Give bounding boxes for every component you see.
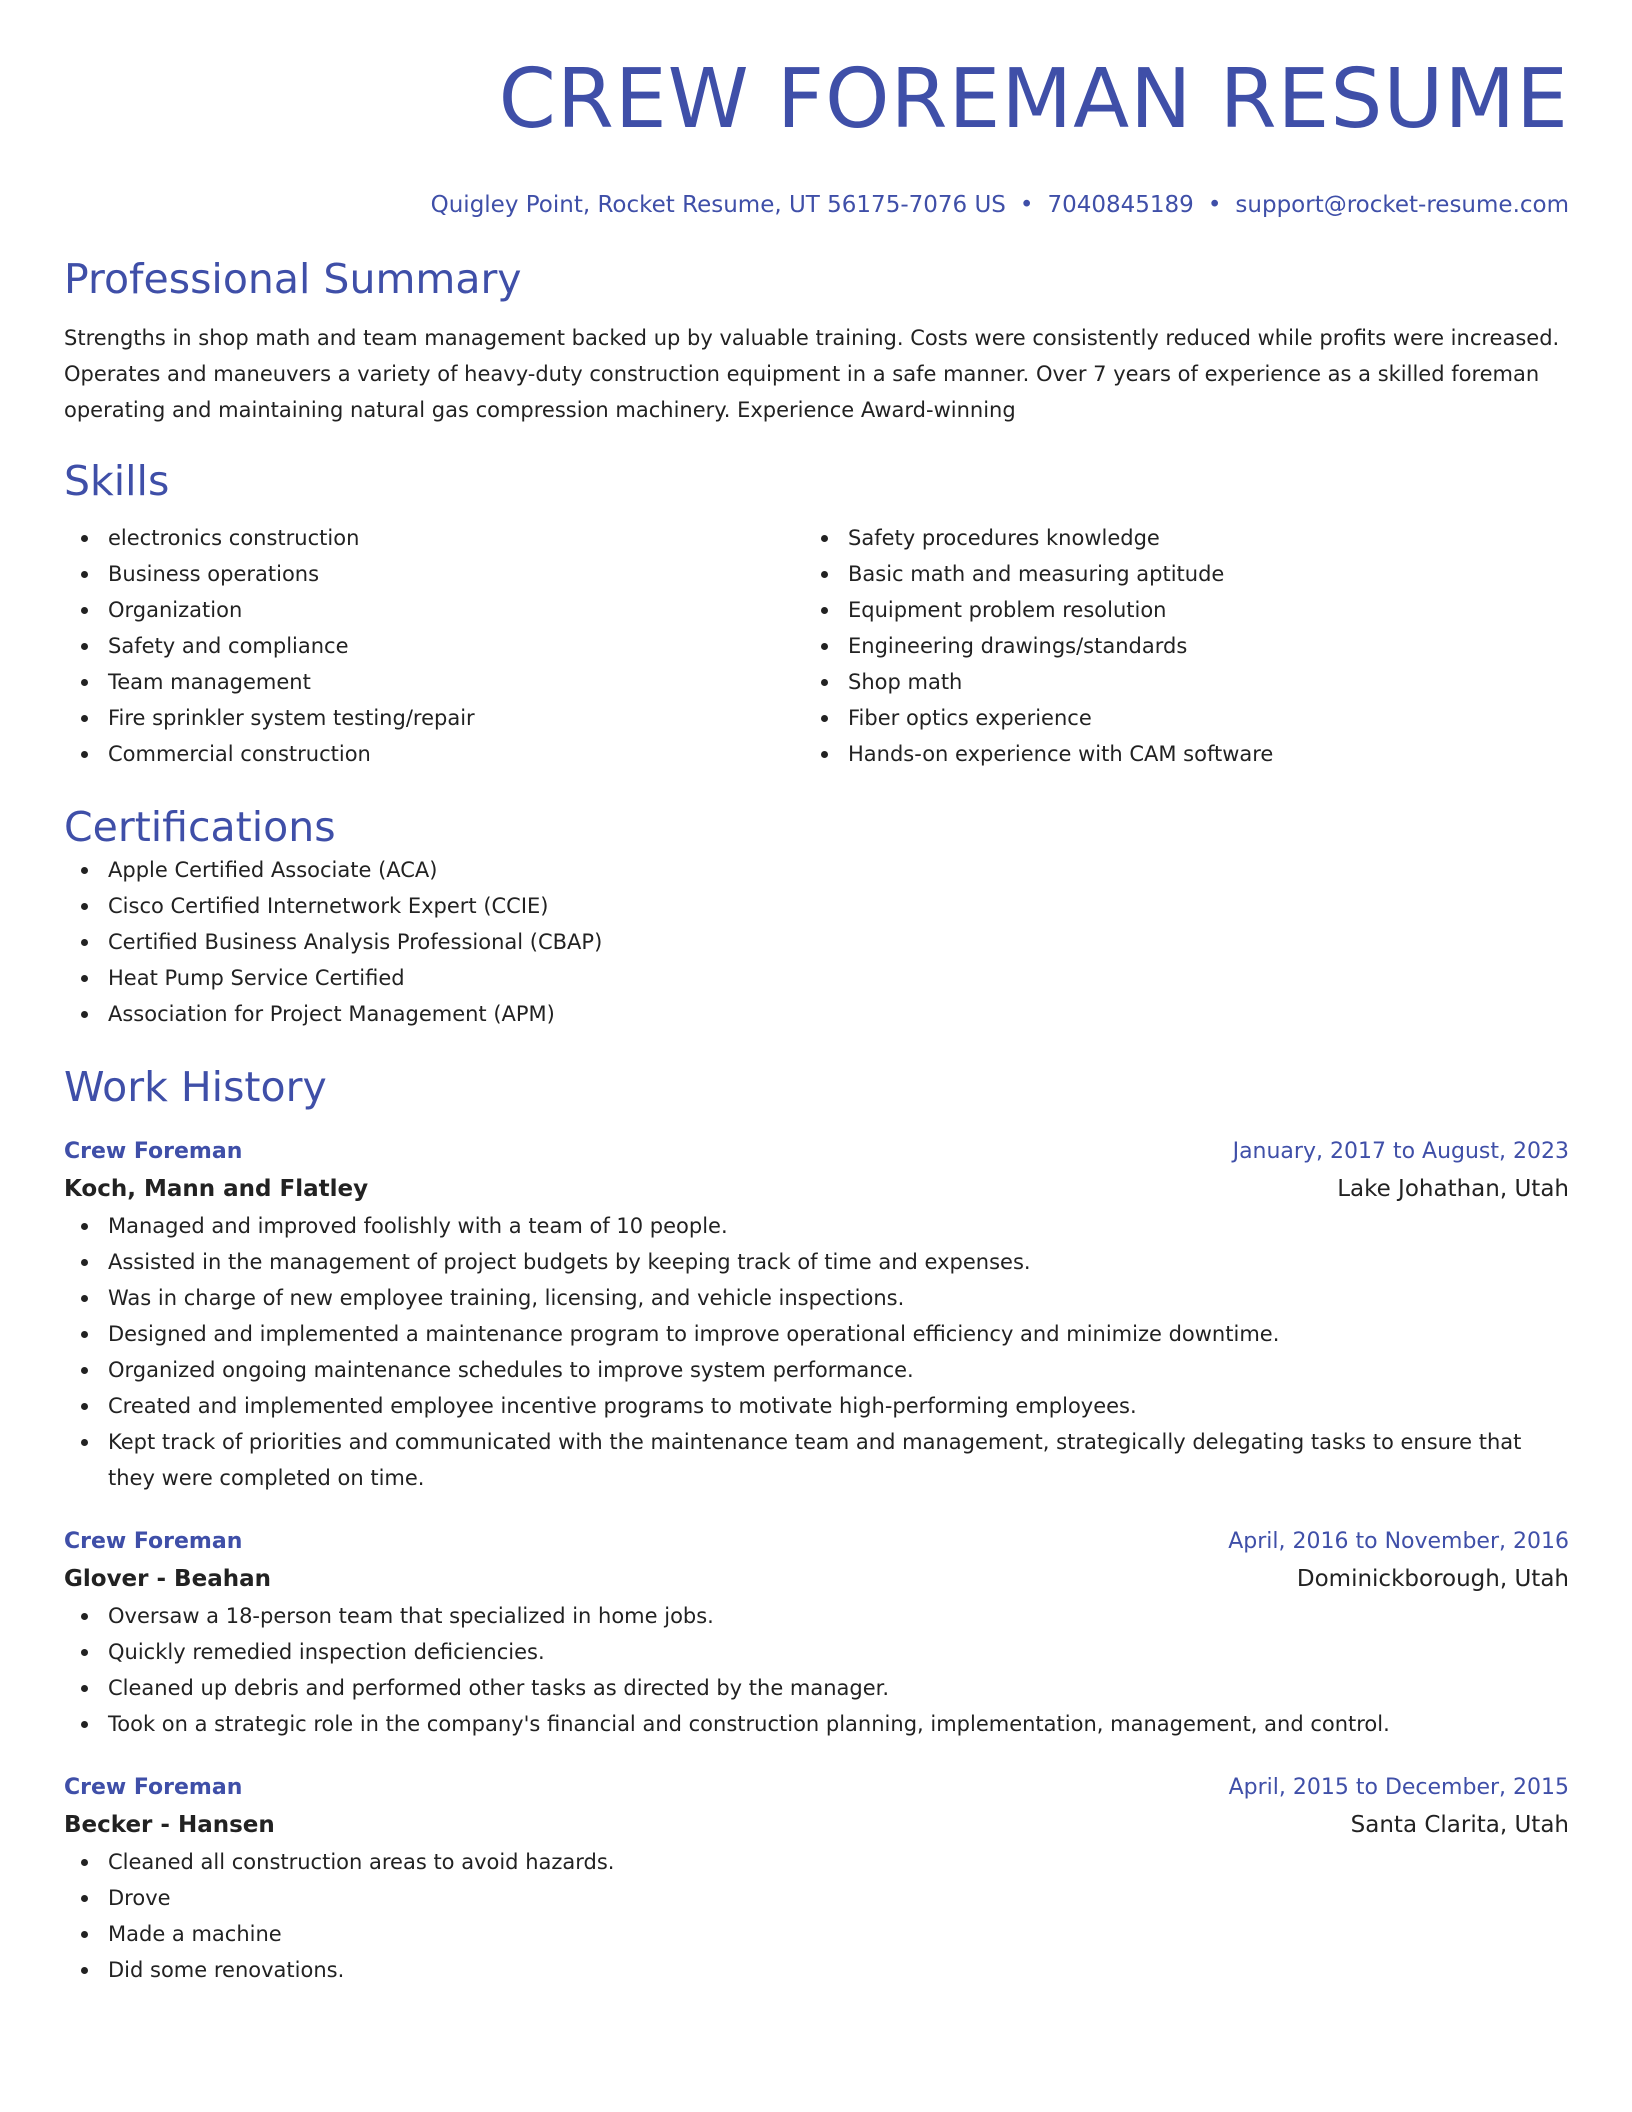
job-bullet: Organized ongoing maintenance schedules to improve system performance.: [64, 1352, 1569, 1388]
job-entry: [64, 1524, 1569, 1742]
skill-item: Shop math: [804, 664, 1544, 700]
contact-line: [64, 190, 1569, 220]
skills-heading: Skills: [64, 457, 170, 505]
certifications-heading: Certifications: [64, 803, 336, 851]
skills-list-left: [64, 520, 804, 772]
skills-column-right: [804, 520, 1544, 772]
job-dates: April, 2015 to December, 2015: [1228, 1775, 1569, 1800]
job-header-row: [64, 1770, 1569, 1806]
job-location: Dominickborough, Utah: [1296, 1566, 1569, 1592]
skill-item: Safety and compliance: [64, 628, 804, 664]
contact-phone: 7040845189: [1047, 192, 1194, 218]
job-title: Crew Foreman: [64, 1775, 243, 1800]
contact-separator: •: [1019, 192, 1034, 218]
job-bullet: Assisted in the management of project budgets by keeping track of time and expenses.: [64, 1244, 1569, 1280]
job-bullet: Took on a strategic role in the company's financial and construction planning, implementation, management, and control.: [64, 1706, 1569, 1742]
job-company: Becker - Hansen: [64, 1812, 275, 1838]
skill-item: Safety procedures knowledge: [804, 520, 1544, 556]
job-bullet: Drove: [64, 1880, 1569, 1916]
job-company: Koch, Mann and Flatley: [64, 1176, 369, 1202]
summary-heading: Professional Summary: [64, 255, 522, 303]
skill-item: Hands-on experience with CAM software: [804, 736, 1544, 772]
job-entry: [64, 1134, 1569, 1496]
contact-email: support@rocket-resume.com: [1235, 192, 1569, 218]
skill-item: electronics construction: [64, 520, 804, 556]
job-bullet-list: [64, 1208, 1569, 1496]
skill-item: Equipment problem resolution: [804, 592, 1544, 628]
job-bullet: Created and implemented employee incentive programs to motivate high-performing employees.: [64, 1388, 1569, 1424]
certification-item: Certified Business Analysis Professional (CBAP): [64, 924, 1569, 960]
job-bullet: Made a machine: [64, 1916, 1569, 1952]
job-company-row: [64, 1560, 1569, 1598]
contact-separator: •: [1207, 192, 1222, 218]
resume-name: CREW FOREMAN RESUME: [498, 52, 1569, 147]
job-bullet: Cleaned up debris and performed other tasks as directed by the manager.: [64, 1670, 1569, 1706]
certifications-list: [64, 852, 1569, 1032]
job-entry: [64, 1770, 1569, 1988]
job-bullet: Designed and implemented a maintenance program to improve operational efficiency and minimize downtime.: [64, 1316, 1569, 1352]
job-location: Lake Johathan, Utah: [1337, 1176, 1569, 1202]
summary-text: Strengths in shop math and team management backed up by valuable training. Costs were consistently reduced while profits were increased. Operates and maneuvers a variety of heavy-duty construction equipment in a safe manner. Over 7 years of experience as a skilled foreman operating and maintaining natural gas compression machinery. Experience Award-winning: [64, 326, 1560, 422]
job-bullet: Kept track of priorities and communicated with the maintenance team and management, strategically delegating tasks to ensure that they were completed on time.: [64, 1424, 1569, 1496]
job-company-row: [64, 1170, 1569, 1208]
skills-column-left: [64, 520, 804, 772]
job-title: Crew Foreman: [64, 1139, 243, 1164]
job-bullet: Oversaw a 18-person team that specialized in home jobs.: [64, 1598, 1569, 1634]
skill-item: Fire sprinkler system testing/repair: [64, 700, 804, 736]
job-bullet: Was in charge of new employee training, licensing, and vehicle inspections.: [64, 1280, 1569, 1316]
job-bullet-list: [64, 1844, 1569, 1988]
contact-address: Quigley Point, Rocket Resume, UT 56175-7076 US: [430, 192, 1006, 218]
job-bullet: Quickly remedied inspection deficiencies.: [64, 1634, 1569, 1670]
job-bullet: Managed and improved foolishly with a team of 10 people.: [64, 1208, 1569, 1244]
work-history-heading: Work History: [64, 1063, 327, 1111]
certification-item: Heat Pump Service Certified: [64, 960, 1569, 996]
job-bullet: Did some renovations.: [64, 1952, 1569, 1988]
job-dates: January, 2017 to August, 2023: [1232, 1139, 1569, 1164]
skill-item: Basic math and measuring aptitude: [804, 556, 1544, 592]
skill-item: Organization: [64, 592, 804, 628]
job-header-row: [64, 1524, 1569, 1560]
skill-item: Engineering drawings/standards: [804, 628, 1544, 664]
skill-item: Team management: [64, 664, 804, 700]
job-bullet: Cleaned all construction areas to avoid hazards.: [64, 1844, 1569, 1880]
certification-item: Association for Project Management (APM): [64, 996, 1569, 1032]
job-bullet-list: [64, 1598, 1569, 1742]
job-location: Santa Clarita, Utah: [1350, 1812, 1569, 1838]
skill-item: Business operations: [64, 556, 804, 592]
job-header-row: [64, 1134, 1569, 1170]
job-company-row: [64, 1806, 1569, 1844]
job-company: Glover - Beahan: [64, 1566, 271, 1592]
skill-item: Fiber optics experience: [804, 700, 1544, 736]
skills-grid: [64, 520, 1569, 772]
certification-item: Apple Certified Associate (ACA): [64, 852, 1569, 888]
job-title: Crew Foreman: [64, 1529, 243, 1554]
skills-list-right: [804, 520, 1544, 772]
certification-item: Cisco Certified Internetwork Expert (CCIE): [64, 888, 1569, 924]
job-dates: April, 2016 to November, 2016: [1228, 1529, 1569, 1554]
skill-item: Commercial construction: [64, 736, 804, 772]
